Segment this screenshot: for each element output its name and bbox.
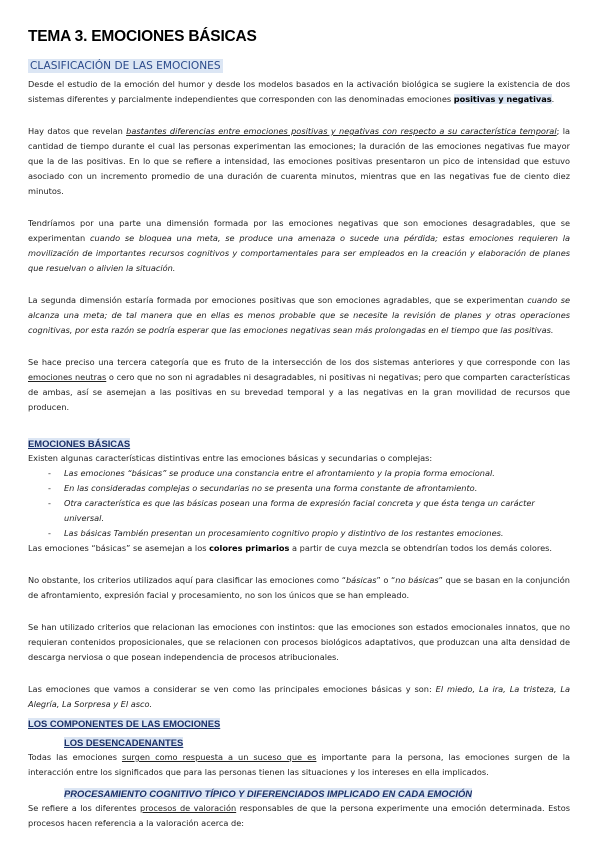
paragraph-4	[28, 293, 570, 338]
italic-text: cuando se alcanza una meta; de tal manera que en ellas es menos probable que se necesite la revisión de planes y otras operaciones cognitivas, por esta razón se podría esperar que las emociones negativas sean más prolongadas en el tiempo que las positivas.	[28, 295, 570, 335]
paragraph-7	[28, 573, 570, 603]
list-item	[48, 496, 570, 526]
bold-phrase: colores primarios	[209, 543, 290, 553]
text: No obstante, los criterios utilizados aquí para clasificar las emociones como “	[28, 575, 346, 585]
paragraph-1	[28, 77, 570, 107]
subheading-procesamiento: PROCESAMIENTO COGNITIVO TÍPICO Y DIFERENCIADOS IMPLICADO EN CADA EMOCIÓN	[64, 788, 473, 799]
italic-text: básicas	[345, 575, 377, 585]
text: Las emociones “básicas” se asemejan a los	[28, 543, 210, 553]
text: Tendríamos por una parte una dimensión formada por las emociones negativas que son emociones desagradables, que se experimentan	[28, 218, 570, 243]
text: Desde el estudio de la emoción del humor y desde los modelos basados en la activación biológica se sugiere la existencia de dos sistemas diferentes y parcialmente independientes que corresponden con las denominadas emociones	[28, 79, 570, 104]
paragraph-8: Se han utilizado criterios que relacionan las emociones con instintos: que las emociones son estados emocionales innatos, que no requieran contenidos proposicionales, que se relacionen con procesos biológicos adaptativos, que produzcan una alta densidad de descarga nerviosa o que posean independencia de procesos atribucionales.	[28, 622, 570, 662]
text: o cero que no son ni agradables ni desagradables, ni positivas ni negativas; pero que comparten características de ambas, así se asemejan a las positivas en su brevedad temporal y a las negativas en la gran movilidad de recursos que producen.	[28, 372, 570, 412]
text: Se hace preciso una tercera categoría que es fruto de la intersección de los dos sistemas anteriores y que corresponde con las	[28, 357, 570, 367]
underlined-phrase: procesos de valoración	[140, 803, 237, 813]
text: Hay datos que revelan	[28, 126, 127, 136]
paragraph-3	[28, 216, 570, 276]
underlined-phrase: surgen como respuesta a un suceso que es	[121, 752, 317, 762]
italic-text: no básicas	[395, 575, 439, 585]
paragraph-9	[28, 682, 570, 712]
text: .	[551, 94, 555, 104]
section-heading-emociones-basicas: EMOCIONES BÁSICAS	[28, 438, 131, 449]
text: Las emociones que vamos a considerar se ven como las principales emociones básicas y son:	[28, 684, 436, 694]
list-item	[48, 526, 570, 541]
text: ” que se basan en la conjunción de afrontamiento, expresión facial y procesamiento, no son los únicos que se han empleado.	[28, 575, 570, 600]
text: Las básicas También presentan un procesamiento cognitivo propio y distintivo de los restantes emociones.	[64, 528, 504, 538]
text: En las consideradas complejas o secundarias no se presenta una forma constante de afrontamiento.	[64, 483, 478, 493]
section-heading-componentes: LOS COMPONENTES DE LAS EMOCIONES	[28, 718, 221, 729]
characteristics-list	[28, 466, 570, 541]
italic-text: cuando se bloquea una meta, se produce una amenaza o sucede una pérdida; estas emociones requieren la movilización de importantes recursos cognitivos y comportamentales para ser empleados en la creación y elaboración de planes que resuelvan o alivien la situación.	[28, 233, 570, 273]
text: a partir de cuya mezcla se obtendrían todos los demás colores.	[289, 543, 552, 553]
text: responsables de que la persona experimente una emoción determinada. Estos procesos hacen referencia a la valoración acerca de:	[28, 803, 571, 828]
text: ” o “	[376, 575, 396, 585]
underlined-phrase: emociones neutras	[28, 372, 107, 382]
page-title: TEMA 3. EMOCIONES BÁSICAS	[28, 28, 257, 45]
paragraph-2	[28, 124, 570, 199]
text: Las emociones “básicas” se produce una constancia entre el afrontamiento y la propia forma emocional.	[64, 468, 495, 478]
text: La segunda dimensión estaría formada por emociones positivas que son emociones agradables, que se experimentan	[28, 295, 528, 305]
paragraph-10	[28, 750, 570, 780]
text: Se refiere a los diferentes	[28, 803, 141, 813]
document-page	[28, 28, 570, 831]
paragraph-5	[28, 355, 570, 415]
highlight-positivas-negativas: positivas y negativas	[453, 94, 552, 104]
paragraph-6	[28, 541, 570, 556]
paragraph-intro: Existen algunas características distintivas entre las emociones básicas y secundarias o complejas:	[28, 453, 433, 463]
list-item	[48, 481, 570, 496]
subheading-desencadenantes: LOS DESENCADENANTES	[64, 737, 184, 748]
text: ; la cantidad de tiempo durante el cual las personas experimentan las emociones; la duración de las emociones negativas fue mayor que la de las positivas. En lo que se refiere a intensidad, las emociones positivas presentaron un pico de intensidad que estuvo asociado con un incremento promedio de una duración de cuarenta minutos, mientras que en las negativas fue de ciento diez minutos.	[28, 126, 571, 196]
section-heading-clasificacion: CLASIFICACIÓN DE LAS EMOCIONES	[30, 60, 221, 72]
list-item	[48, 466, 570, 481]
text: Todas las emociones	[28, 752, 122, 762]
text: Otra característica es que las básicas posean una forma de expresión facial concreta y que ésta tenga un carácter universal.	[64, 498, 535, 523]
italic-text: El miedo, La ira, La tristeza, La Alegría, La Sorpresa y El asco.	[28, 684, 570, 709]
paragraph-11	[28, 801, 570, 831]
underlined-phrase: bastantes diferencias entre emociones positivas y negativas con respecto a su característica temporal	[126, 126, 557, 136]
text: importante para la persona, las emociones surgen de la interacción entre los significados que para las personas tienen las situaciones y los intereses en ella implicados.	[28, 752, 570, 777]
